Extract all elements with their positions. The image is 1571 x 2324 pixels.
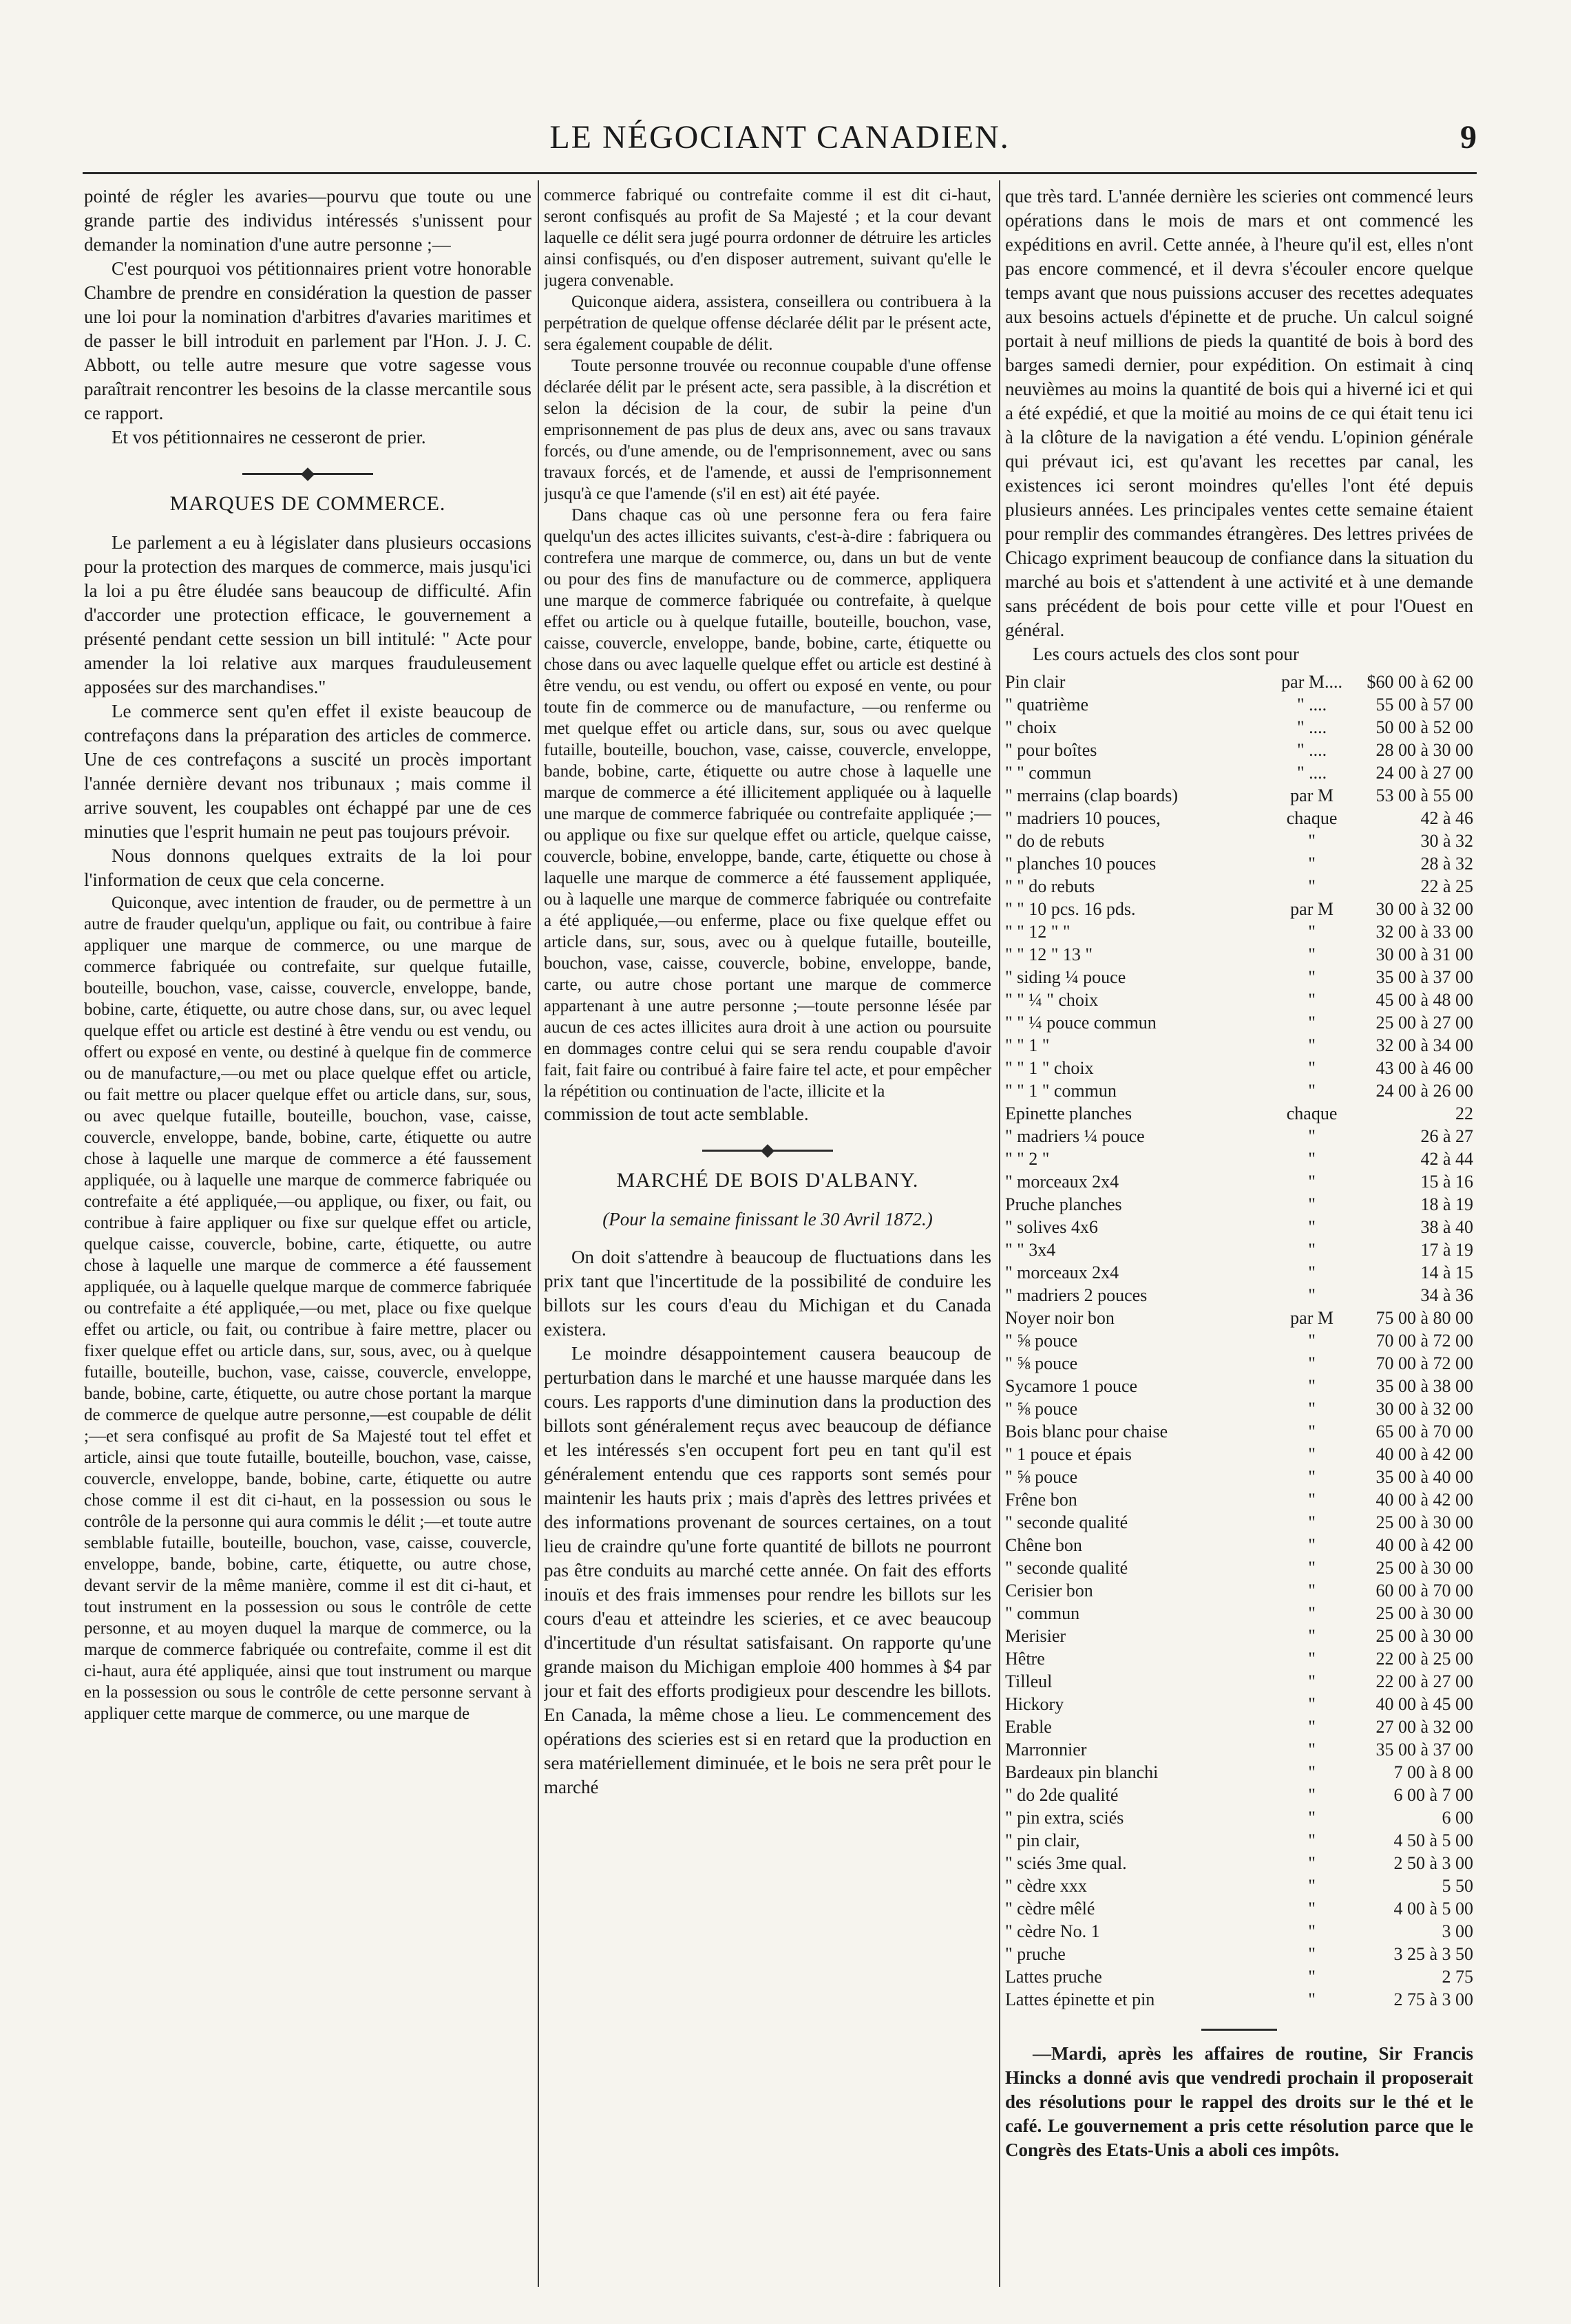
price-value: 22	[1455, 1103, 1473, 1123]
price-row	[1005, 693, 1473, 716]
paragraph: Toute personne trouvée ou reconnue coupable d'une offense déclarée délit par le présent acte, sera passible, à la discrétion et selon la décision de la cour, de subir la peine d'un emprisonnement de pas plus de deux ans, avec ou sans travaux forcés, ou d'une amende, ou de l'emprisonnement, avec ou sans travaux forcés, et de l'amende, et aussi de l'emprisonnement jusqu'à ce que l'amende (s'il en est) ait été payée.	[544, 357, 991, 503]
price-row	[1005, 1307, 1473, 1329]
column-divider	[538, 180, 539, 2287]
price-item-name: " ⅝ pouce	[1005, 1353, 1078, 1373]
section-heading: MARQUES DE COMMERCE.	[169, 492, 446, 515]
price-unit: "	[1308, 1331, 1316, 1351]
price-item-name: " madriers ¼ pouce	[1005, 1126, 1145, 1146]
price-item-name: " ⅝ pouce	[1005, 1331, 1078, 1351]
price-row	[1005, 670, 1473, 693]
price-item-name: " " do rebuts	[1005, 876, 1095, 896]
price-value: 70 00 à 72 00	[1375, 1353, 1473, 1373]
price-unit: "	[1308, 1512, 1316, 1532]
price-unit: "	[1308, 1876, 1316, 1896]
price-row	[1005, 1193, 1473, 1216]
price-row	[1005, 716, 1473, 739]
price-value: 43 00 à 46 00	[1375, 1058, 1473, 1078]
header-rule	[83, 172, 1477, 174]
price-unit: "	[1308, 1126, 1316, 1146]
price-row	[1005, 1738, 1473, 1761]
paragraph: Dans chaque cas où une personne fera ou fera faire quelqu'un des actes illicites suivants, c'est-à-dire : fabriquera ou contrefera une marque de commerce, ou, dans un but de vente ou pour des fins de manufacture ou de commerce, appliquera une marque de commerce fabriquée ou contrefaite, à quelque effet ou article ou à quelque futaille, bouteille, bouchon, vase, caisse, couvercle, enveloppe, bande, bobine, carte, étiquette ou chose dans ou avec laquelle quelque effet ou article est destiné à être vendu, ou est vendu, ou offert ou exposé en vente, ou pour toute fin de commerce ou de manufacture, —ou renferme ou met quelque effet ou article dans, sur, sous ou avec quelque futaille, bouteille, bouchon, vase, caisse, couvercle, enveloppe, bande, bobine, carte, étiquette ou autre chose à laquelle une marque de commerce a été illicitement appliquée ou à laquelle une marque de commerce fabriquée ou contrefaite appliquée ;—ou applique ou fixe sur quelque effet ou article, quelque caisse, couvercle, bobine, enveloppe, bande, carte, étiquette ou chose à laquelle une marque de commerce a été faussement appliquée, ou à laquelle une marque de commerce fabriquée ou contrefaite a été appliquée,—ou enferme, place ou fixe quelque effet ou article dans, sur, sous, avec ou à quelque futaille, bouteille, bouchon, vase, caisse, couvercle, bobine, enveloppe, bande, carte, ou autre chose portant une marque de commerce appartenant à une autre personne ;—toute personne lésée par aucun de ces actes illicites aura droit à une action ou poursuite en dommages contre celui qui se sera rendu coupable d'avoir fait, fait faire ou contribué à faire faire tel acte, et pour empêcher la répétition ou continuation de l'acte, illicite et la	[544, 506, 991, 1101]
price-value: 4 00 à 5 00	[1393, 1899, 1473, 1919]
price-item-name: " madriers 2 pouces	[1005, 1285, 1148, 1305]
price-row	[1005, 1216, 1473, 1238]
price-unit: "	[1308, 1490, 1316, 1510]
price-row	[1005, 1011, 1473, 1034]
price-value: 50 00 à 52 00	[1375, 717, 1473, 737]
price-row	[1005, 1602, 1473, 1625]
dateline: (Pour la semaine finissant le 30 Avril 1872.)	[602, 1209, 933, 1229]
column-2	[544, 184, 991, 2277]
price-value: 4 50 à 5 00	[1393, 1830, 1473, 1850]
price-row	[1005, 966, 1473, 989]
price-unit: "	[1308, 1899, 1316, 1919]
price-row	[1005, 1034, 1473, 1057]
price-value: 5 50	[1442, 1876, 1473, 1896]
price-row	[1005, 1579, 1473, 1602]
price-value: 6 00 à 7 00	[1393, 1785, 1473, 1805]
price-item-name: " 1 pouce et épais	[1005, 1444, 1132, 1464]
price-item-name: " ⅝ pouce	[1005, 1467, 1078, 1487]
price-value: 22 à 25	[1420, 876, 1473, 896]
price-value: 32 00 à 34 00	[1375, 1035, 1473, 1055]
price-unit: "	[1308, 922, 1316, 942]
price-unit: "	[1308, 1762, 1316, 1782]
price-item-name: " morceaux 2x4	[1005, 1263, 1119, 1282]
price-value: 2 75	[1442, 1967, 1473, 1987]
price-unit: "	[1308, 1422, 1316, 1441]
paragraph: Le parlement a eu à législater dans plusieurs occasions pour la protection des marques de commerce, mais jusqu'ici la loi a pu être éludée sans beaucoup de difficulté. Afin d'accorder une protection efficace, le gouvernement a présenté pendant cette session un bill intitulé: " Acte pour amender la loi relative aux marques frauduleusement apposées sur des marchandises."	[84, 532, 531, 697]
price-unit: "	[1308, 1808, 1316, 1828]
price-item-name: " " 1 " commun	[1005, 1081, 1117, 1101]
price-value: 25 00 à 30 00	[1375, 1603, 1473, 1623]
paragraph: Et vos pétitionnaires ne cesseront de prier.	[112, 427, 426, 447]
price-item-name: " planches 10 pouces	[1005, 854, 1157, 874]
paragraph: Nous donnons quelques extraits de la loi pour l'information de ceux que cela concerne.	[84, 845, 531, 890]
price-item-name: Cerisier bon	[1005, 1581, 1093, 1601]
price-value: 42 à 44	[1420, 1149, 1473, 1169]
price-item-name: " madriers 10 pouces,	[1005, 808, 1161, 828]
price-value: 65 00 à 70 00	[1375, 1422, 1473, 1441]
newspaper-title: LE NÉGOCIANT CANADIEN.	[549, 119, 1010, 156]
price-row	[1005, 1965, 1473, 1988]
price-item-name: Merisier	[1005, 1626, 1066, 1646]
price-unit: " ....	[1297, 763, 1327, 783]
price-item-name: " do de rebuts	[1005, 831, 1105, 851]
price-item-name: " cèdre mêlé	[1005, 1899, 1095, 1919]
price-row	[1005, 1784, 1473, 1806]
price-row	[1005, 1238, 1473, 1261]
price-value: 24 00 à 26 00	[1375, 1081, 1473, 1101]
price-item-name: " pin extra, sciés	[1005, 1808, 1124, 1828]
price-unit: "	[1308, 1626, 1316, 1646]
price-value: $60 00 à 62 00	[1367, 672, 1473, 692]
price-unit: "	[1308, 1081, 1316, 1101]
price-item-name: Noyer noir bon	[1005, 1308, 1115, 1328]
price-item-name: " " 1 " choix	[1005, 1058, 1094, 1078]
price-unit: "	[1308, 1989, 1316, 2009]
price-value: 30 00 à 32 00	[1375, 1399, 1473, 1419]
price-unit: "	[1308, 1944, 1316, 1964]
price-value: 26 à 27	[1420, 1126, 1473, 1146]
price-value: 2 75 à 3 00	[1393, 1989, 1473, 2009]
price-unit: "	[1308, 1558, 1316, 1578]
price-value: 42 à 46	[1420, 808, 1473, 828]
price-value: 28 à 32	[1420, 854, 1473, 874]
price-unit: par M	[1290, 785, 1333, 805]
price-value: 45 00 à 48 00	[1375, 990, 1473, 1010]
price-value: 30 00 à 32 00	[1375, 899, 1473, 919]
price-unit: "	[1308, 876, 1316, 896]
price-item-name: " merrains (clap boards)	[1005, 785, 1179, 805]
price-item-name: Sycamore 1 pouce	[1005, 1376, 1138, 1396]
price-value: 40 00 à 45 00	[1375, 1694, 1473, 1714]
price-item-name: Lattes pruche	[1005, 1967, 1102, 1987]
price-unit: " ....	[1297, 695, 1327, 715]
price-item-name: " " commun	[1005, 763, 1092, 783]
price-row	[1005, 1329, 1473, 1352]
price-item-name: " cèdre xxx	[1005, 1876, 1087, 1896]
price-value: 28 00 à 30 00	[1375, 740, 1473, 760]
price-item-name: " sciés 3me qual.	[1005, 1853, 1127, 1873]
price-value: 15 à 16	[1420, 1172, 1473, 1192]
price-item-name: " " 10 pcs. 16 pds.	[1005, 899, 1136, 919]
price-item-name: " solives 4x6	[1005, 1217, 1098, 1237]
price-item-name: " do 2de qualité	[1005, 1785, 1119, 1805]
price-row	[1005, 1420, 1473, 1443]
price-value: 40 00 à 42 00	[1375, 1490, 1473, 1510]
price-row	[1005, 1647, 1473, 1670]
price-unit: "	[1308, 1649, 1316, 1669]
price-unit: par M....	[1281, 672, 1342, 692]
price-value: 14 à 15	[1420, 1263, 1473, 1282]
price-row	[1005, 1443, 1473, 1466]
price-unit: "	[1308, 1853, 1316, 1873]
price-value: 25 00 à 30 00	[1375, 1558, 1473, 1578]
price-row	[1005, 1125, 1473, 1148]
price-unit: "	[1308, 1058, 1316, 1078]
paragraph: pointé de régler les avaries—pourvu que toute ou une grande partie des individus intéressés s'unissent pour demander la nomination d'une autre personne ;—	[84, 186, 531, 255]
price-row	[1005, 1693, 1473, 1715]
paragraph: Le commerce sent qu'en effet il existe beaucoup de contrefaçons dans la préparation des articles de commerce. Une de ces contrefaçons a suscité un procès important l'année dernière devant nos tribunaux ; mais comme il arrive souvent, les coupables ont échappé par une de ces minuties que l'esprit humain ne peut pas toujours prévoir.	[84, 701, 531, 842]
price-row	[1005, 807, 1473, 830]
price-item-name: Pin clair	[1005, 672, 1066, 692]
price-row	[1005, 852, 1473, 875]
price-unit: "	[1308, 1013, 1316, 1033]
price-row	[1005, 1534, 1473, 1556]
price-value: 35 00 à 37 00	[1375, 1740, 1473, 1760]
price-item-name: Bois blanc pour chaise	[1005, 1422, 1168, 1441]
price-item-name: " pruche	[1005, 1944, 1066, 1964]
price-item-name: " pin clair,	[1005, 1830, 1080, 1850]
price-unit: "	[1308, 1830, 1316, 1850]
price-value: 6 00	[1442, 1808, 1473, 1828]
price-row	[1005, 1852, 1473, 1874]
price-value: 22 00 à 25 00	[1375, 1649, 1473, 1669]
price-unit: "	[1308, 854, 1316, 874]
price-item-name: Hêtre	[1005, 1649, 1045, 1669]
price-value: 2 50 à 3 00	[1393, 1853, 1473, 1873]
page-header	[83, 118, 1477, 173]
price-value: 32 00 à 33 00	[1375, 922, 1473, 942]
price-row	[1005, 875, 1473, 898]
price-unit: "	[1308, 1467, 1316, 1487]
price-unit: "	[1308, 1240, 1316, 1260]
price-row	[1005, 1920, 1473, 1943]
price-row	[1005, 1488, 1473, 1511]
price-item-name: " " 3x4	[1005, 1240, 1056, 1260]
price-value: 24 00 à 27 00	[1375, 763, 1473, 783]
paragraph: Quiconque aidera, assistera, conseillera ou contribuera à la perpétration de quelque offense déclarée délit par le présent acte, sera également coupable de délit.	[544, 293, 991, 354]
price-value: 3 25 à 3 50	[1393, 1944, 1473, 1964]
price-item-name: Pruche planches	[1005, 1194, 1122, 1214]
price-value: 53 00 à 55 00	[1375, 785, 1473, 805]
price-item-name: " seconde qualité	[1005, 1512, 1128, 1532]
paragraph: Les cours actuels des clos sont pour	[1033, 644, 1299, 664]
price-unit: chaque	[1286, 1103, 1338, 1123]
paragraph: C'est pourquoi vos pétitionnaires prient votre honorable Chambre de prendre en considération la question de passer une loi pour la nomination d'arbitres d'avaries maritimes et de passer le bill introduit en parlement par l'Hon. J. J. C. Abbott, ou telle autre mesure que votre sagesse vous paraîtrait rencontrer les besoins de la classe mercantile sous ce rapport.	[84, 258, 531, 423]
column-3	[1005, 184, 1473, 2277]
price-unit: "	[1308, 1194, 1316, 1214]
price-item-name: " pour boîtes	[1005, 740, 1097, 760]
price-row	[1005, 1148, 1473, 1170]
price-unit: "	[1308, 1399, 1316, 1419]
price-value: 70 00 à 72 00	[1375, 1331, 1473, 1351]
price-item-name: " morceaux 2x4	[1005, 1172, 1119, 1192]
price-value: 17 à 19	[1420, 1240, 1473, 1260]
price-item-name: " ⅝ pouce	[1005, 1399, 1078, 1419]
price-unit: "	[1308, 1535, 1316, 1555]
price-value: 22 00 à 27 00	[1375, 1671, 1473, 1691]
price-unit: "	[1308, 1035, 1316, 1055]
price-value: 60 00 à 70 00	[1375, 1581, 1473, 1601]
price-item-name: Epinette planches	[1005, 1103, 1132, 1123]
price-row	[1005, 1397, 1473, 1420]
price-item-name: " " 2 "	[1005, 1149, 1050, 1169]
price-row	[1005, 1806, 1473, 1829]
price-value: 25 00 à 30 00	[1375, 1626, 1473, 1646]
price-unit: "	[1308, 1694, 1316, 1714]
price-unit: "	[1308, 1444, 1316, 1464]
price-unit: "	[1308, 1740, 1316, 1760]
price-value: 18 à 19	[1420, 1194, 1473, 1214]
price-value: 35 00 à 38 00	[1375, 1376, 1473, 1396]
price-unit: "	[1308, 1149, 1316, 1169]
price-row	[1005, 1625, 1473, 1647]
section-divider	[1201, 2029, 1277, 2031]
price-item-name: Erable	[1005, 1717, 1052, 1737]
price-row	[1005, 1375, 1473, 1397]
price-item-name: Chêne bon	[1005, 1535, 1082, 1555]
price-value: 55 00 à 57 00	[1375, 695, 1473, 715]
price-unit: chaque	[1286, 808, 1338, 828]
price-unit: "	[1308, 1581, 1316, 1601]
price-row	[1005, 1874, 1473, 1897]
price-unit: "	[1308, 1671, 1316, 1691]
price-unit: "	[1308, 1785, 1316, 1805]
price-unit: "	[1308, 1353, 1316, 1373]
price-item-name: " " ¼ pouce commun	[1005, 1013, 1157, 1033]
price-item-name: " " 12 " "	[1005, 922, 1071, 942]
price-unit: "	[1308, 1263, 1316, 1282]
price-unit: " ....	[1297, 740, 1327, 760]
price-value: 40 00 à 42 00	[1375, 1444, 1473, 1464]
price-unit: par M	[1290, 1308, 1333, 1328]
paragraph: Le moindre désappointement causera beaucoup de perturbation dans le marché et une hausse marquée dans les cours. Les rapports d'une diminution dans la production des billots sont généralement reçus avec beaucoup de défiance et les intéressés s'en occupent fort peu en tant qu'il est généralement entendu que ces rapports sont semés pour maintenir les hauts prix ; mais d'après des lettres privées et des informations provenant de sources certaines, on a tout lieu de craindre qu'une forte quantité de billots ne pourront pas être conduits au marché cette année. On fait des efforts inouïs et des frais immenses pour rendre les billots sur les cours d'eau et atteindre les scieries, et ce avec beaucoup d'incertitude d'un résultat satisfaisant. On rapporte qu'une grande maison du Michigan emploie 400 hommes à $4 par jour et fait des efforts prodigieux pour descendre les billots. En Canada, la même chose a lieu. Le commencement des opérations des scieries est si en retard que la production en sera matériellement diminuée, et le bois ne sera prêt pour le marché	[544, 1343, 991, 1797]
price-item-name: " siding ¼ pouce	[1005, 967, 1126, 987]
price-row	[1005, 784, 1473, 807]
page-number: 9	[1460, 119, 1477, 156]
price-value: 25 00 à 27 00	[1375, 1013, 1473, 1033]
price-unit: "	[1308, 1376, 1316, 1396]
price-row	[1005, 1988, 1473, 2011]
price-row	[1005, 1897, 1473, 1920]
price-row	[1005, 989, 1473, 1011]
paragraph: Quiconque, avec intention de frauder, ou de permettre à un autre de frauder quelqu'un, applique ou fait, ou contribue à faire appliquer une marque de commerce, ou une marque de commerce fabriquée ou contrefaite, sur quelque futaille, bouteille, bouchon, vase, caisse, couvercle, enveloppe, bande, bobine, carte, étiquette, ou autre chose dans, sur, ou avec lequel quelque effet ou article est destiné à être vendu ou est vendu, ou offert ou exposé en vente, ou destiné à quelque fin de commerce ou de manufacture,—ou met ou place quelque effet ou article, ou fait mettre ou placer quelque effet ou article dans, sur, sous, ou avec quelque futaille, bouteille, bouchon, vase, caisse, couvercle, enveloppe, bande, bobine, carte, étiquette ou autre chose à laquelle une marque de commerce a été faussement appliquée, ou à laquelle une marque de commerce fabriquée ou contrefaite a été appliquée,—ou applique, ou fixer, ou fait, ou contribue à faire appliquer ou fixe sur quelque effet ou article, quelque caisse, couvercle, bobine, carte, étiquette, ou autre chose à laquelle une marque de commerce a été faussement appliquée, ou à laquelle quelque marque de commerce fabriquée ou contrefaite a été appliquée,—ou met, place ou fixe quelque effet ou article, ou fait, ou contribue à faire mettre, placer ou fixer quelque effet ou article dans, sur, sous, avec, ou à quelque futaille, bouteille, buchon, vase, caisse, couvercle, enveloppe, bande, bobine, carte, étiquette, ou autre chose portant la marque de commerce de quelque autre personne,—est coupable de délit ;—et sera confisqué au profit de Sa Majesté tout tel effet et article, ainsi que toute futaille, bouteille, bouchon, vase, caisse, couvercle, enveloppe, bande, bobine, carte, étiquette ou autre chose comme il est dit ci-haut, en la possession ou sous le contrôle de la personne qui aura commis le délit ;—et toute autre semblable futaille, bouteille, bouchon, vase, caisse, couvercle, enveloppe, bande, bobine, carte, étiquette, ou autre chose, devant servir de la même manière, comme il est dit ci-haut, et tout instrument en la possession ou sous le contrôle de cette personne, et au moyen duquel la marque de commerce, ou la marque de commerce fabriquée ou contrefaite, comme il est dit ci-haut, aura été appliquée, ainsi que tout instrument ou marque en la possession ou sous le contrôle de cette personne servant à appliquer cette marque de commerce, ou une marque de	[84, 894, 531, 1723]
section-divider	[702, 1150, 833, 1152]
price-row	[1005, 1284, 1473, 1307]
price-row	[1005, 761, 1473, 784]
price-row	[1005, 1943, 1473, 1965]
price-value: 27 00 à 32 00	[1375, 1717, 1473, 1737]
price-item-name: " choix	[1005, 717, 1057, 737]
section-heading: MARCHÉ DE BOIS D'ALBANY.	[616, 1169, 919, 1192]
price-row	[1005, 1466, 1473, 1488]
price-row	[1005, 1829, 1473, 1852]
price-row	[1005, 920, 1473, 943]
price-unit: "	[1308, 990, 1316, 1010]
price-unit: par M	[1290, 899, 1333, 919]
price-row	[1005, 1556, 1473, 1579]
price-value: 75 00 à 80 00	[1375, 1308, 1473, 1328]
price-unit: "	[1308, 1717, 1316, 1737]
price-item-name: " " 12 " 13 "	[1005, 944, 1093, 964]
price-item-name: Frêne bon	[1005, 1490, 1077, 1510]
price-value: 7 00 à 8 00	[1393, 1762, 1473, 1782]
price-value: 38 à 40	[1420, 1217, 1473, 1237]
price-item-name: " cèdre No. 1	[1005, 1921, 1100, 1941]
paragraph: commerce fabriqué ou contrefaite comme il est dit ci-haut, seront confisqués au profit de Sa Majesté ; et la cour devant laquelle ce délit sera jugé pourra ordonner de détruire les articles ainsi confisqués, ou d'en disposer autrement, suivant qu'elle le jugera convenable.	[544, 186, 991, 290]
price-item-name: Lattes épinette et pin	[1005, 1989, 1155, 2009]
paragraph: On doit s'attendre à beaucoup de fluctuations dans les prix tant que l'incertitude de la possibilité de conduire les billots sur les cours d'eau du Michigan et du Canada existera.	[544, 1247, 991, 1340]
price-unit: "	[1308, 1217, 1316, 1237]
price-row	[1005, 830, 1473, 852]
price-row	[1005, 1102, 1473, 1125]
column-divider	[999, 180, 1000, 2287]
price-item-name: Marronnier	[1005, 1740, 1087, 1760]
price-item-name: " " 1 "	[1005, 1035, 1050, 1055]
price-item-name: " " ¼ " choix	[1005, 990, 1099, 1010]
paragraph: que très tard. L'année dernière les scieries ont commencé leurs opérations dans le mois de mars et ont commencé les expéditions en avril. Cette année, à l'heure qu'il est, elles n'ont pas encore commencé, et il devra s'écouler encore quelque temps avant que nous puissions accuser des recettes adequates aux besoins actuels d'épinette et de pruche. Un calcul soigné portait à neuf millions de pieds la quantité de bois à bord des barges samedi dernier, pour expédition. On estimait à cinq neuvièmes au moins la quantité de bois qui a hiverné ici et qui a été expédié, et que la moitié au moins de ce qui était tenu ici à la clôture de la navigation a été vendu. L'opinion générale qui prévaut ici, est qu'avant les recettes par canal, les existences ici seront moindres qu'elles l'ont été depuis plusieurs années. Les principales ventes cette semaine étaient pour remplir des commandes étrangères. Des lettres privées de Chicago expriment beaucoup de confiance dans la situation du marché au bois et s'attendent à une activité et à une demande sans précédent de bois pour cette ville et pour l'Ouest en général.	[1005, 186, 1473, 640]
price-list-table	[1005, 670, 1473, 2011]
price-value: 34 à 36	[1420, 1285, 1473, 1305]
price-row	[1005, 1761, 1473, 1784]
price-item-name: Hickory	[1005, 1694, 1064, 1714]
price-item-name: Tilleul	[1005, 1671, 1053, 1691]
price-row	[1005, 1670, 1473, 1693]
column-1	[84, 184, 531, 2277]
price-item-name: " seconde qualité	[1005, 1558, 1128, 1578]
price-row	[1005, 898, 1473, 920]
price-row	[1005, 1511, 1473, 1534]
price-value: 30 00 à 31 00	[1375, 944, 1473, 964]
price-value: 40 00 à 42 00	[1375, 1535, 1473, 1555]
price-row	[1005, 739, 1473, 761]
price-item-name: " quatrième	[1005, 695, 1089, 715]
price-value: 35 00 à 40 00	[1375, 1467, 1473, 1487]
section-divider	[242, 473, 373, 475]
price-row	[1005, 1079, 1473, 1102]
price-unit: "	[1308, 944, 1316, 964]
price-value: 30 à 32	[1420, 831, 1473, 851]
price-unit: "	[1308, 1172, 1316, 1192]
price-row	[1005, 1170, 1473, 1193]
price-unit: "	[1308, 1921, 1316, 1941]
price-item-name: Bardeaux pin blanchi	[1005, 1762, 1159, 1782]
price-value: 35 00 à 37 00	[1375, 967, 1473, 987]
price-row	[1005, 1261, 1473, 1284]
price-unit: "	[1308, 1285, 1316, 1305]
price-row	[1005, 1057, 1473, 1079]
paragraph: commission de tout acte semblable.	[544, 1103, 809, 1124]
price-row	[1005, 1352, 1473, 1375]
price-row	[1005, 1715, 1473, 1738]
price-value: 25 00 à 30 00	[1375, 1512, 1473, 1532]
price-unit: " ....	[1297, 717, 1327, 737]
price-item-name: " commun	[1005, 1603, 1080, 1623]
price-row	[1005, 943, 1473, 966]
price-unit: "	[1308, 831, 1316, 851]
price-unit: "	[1308, 1603, 1316, 1623]
price-value: 3 00	[1442, 1921, 1473, 1941]
price-unit: "	[1308, 1967, 1316, 1987]
price-unit: "	[1308, 967, 1316, 987]
paragraph: —Mardi, après les affaires de routine, Sir Francis Hincks a donné avis que vendredi prochain il proposerait des résolutions pour le rappel des droits sur le thé et le café. Le gouvernement a pris cette résolution parce que le Congrès des Etats-Unis a aboli ces impôts.	[1005, 2043, 1473, 2160]
